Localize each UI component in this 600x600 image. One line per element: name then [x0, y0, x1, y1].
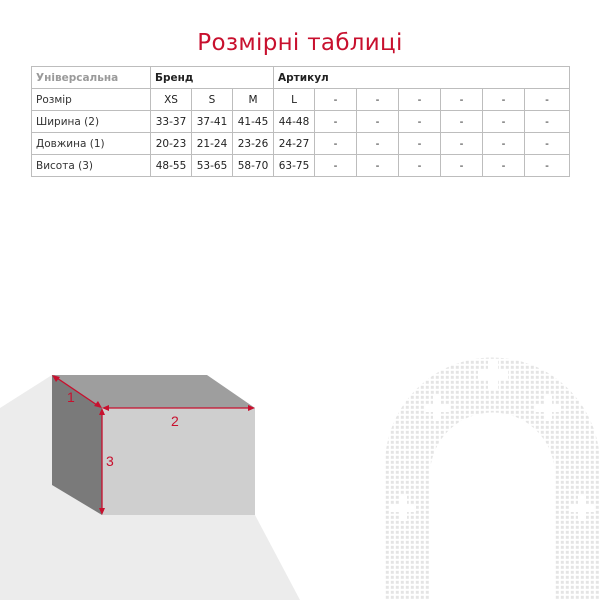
table-cell: -: [525, 155, 570, 177]
table-cell: -: [399, 133, 441, 155]
table-cell: -: [525, 133, 570, 155]
box-dimensions-diagram: [0, 330, 300, 600]
table-cell: 58-70: [233, 155, 274, 177]
row-label: Висота (3): [32, 155, 151, 177]
table-cell: -: [483, 89, 525, 111]
header-brand: Бренд: [151, 67, 274, 89]
table-row: [32, 111, 570, 133]
row-label: Довжина (1): [32, 133, 151, 155]
table-cell: M: [233, 89, 274, 111]
table-header-row: [32, 67, 570, 89]
dimension-label-1: 1: [67, 389, 75, 405]
table-cell: -: [357, 89, 399, 111]
table-cell: 48-55: [151, 155, 192, 177]
header-article: Артикул: [274, 67, 570, 89]
table-cell: -: [399, 111, 441, 133]
table-cell: -: [441, 111, 483, 133]
table-cell: -: [357, 133, 399, 155]
table-cell: S: [192, 89, 233, 111]
page-title: Розмірні таблиці: [197, 30, 403, 56]
table-cell: 21-24: [192, 133, 233, 155]
table-cell: 24-27: [274, 133, 315, 155]
table-cell: -: [441, 155, 483, 177]
table-cell: XS: [151, 89, 192, 111]
table-cell: -: [315, 133, 357, 155]
size-table: [31, 66, 570, 177]
table-cell: -: [441, 89, 483, 111]
table-cell: 63-75: [274, 155, 315, 177]
table-cell: 37-41: [192, 111, 233, 133]
table-cell: 53-65: [192, 155, 233, 177]
table-row: [32, 89, 570, 111]
table-cell: 33-37: [151, 111, 192, 133]
table-cell: -: [357, 155, 399, 177]
table-cell: 41-45: [233, 111, 274, 133]
decorative-ornament-pattern: [385, 355, 600, 600]
table-cell: -: [315, 155, 357, 177]
table-cell: -: [441, 133, 483, 155]
table-cell: 44-48: [274, 111, 315, 133]
dimension-label-3: 3: [106, 453, 114, 469]
table-row: [32, 133, 570, 155]
table-cell: -: [525, 89, 570, 111]
table-cell: -: [399, 89, 441, 111]
row-label: Розмір: [32, 89, 151, 111]
row-label: Ширина (2): [32, 111, 151, 133]
table-cell: -: [525, 111, 570, 133]
table-cell: -: [315, 111, 357, 133]
table-row: [32, 155, 570, 177]
table-cell: -: [315, 89, 357, 111]
table-cell: -: [483, 111, 525, 133]
header-universal: Універсальна: [32, 67, 151, 89]
table-cell: -: [483, 155, 525, 177]
table-cell: -: [483, 133, 525, 155]
table-cell: -: [399, 155, 441, 177]
table-cell: 20-23: [151, 133, 192, 155]
table-cell: -: [357, 111, 399, 133]
table-cell: 23-26: [233, 133, 274, 155]
dimension-label-2: 2: [171, 413, 179, 429]
table-cell: L: [274, 89, 315, 111]
